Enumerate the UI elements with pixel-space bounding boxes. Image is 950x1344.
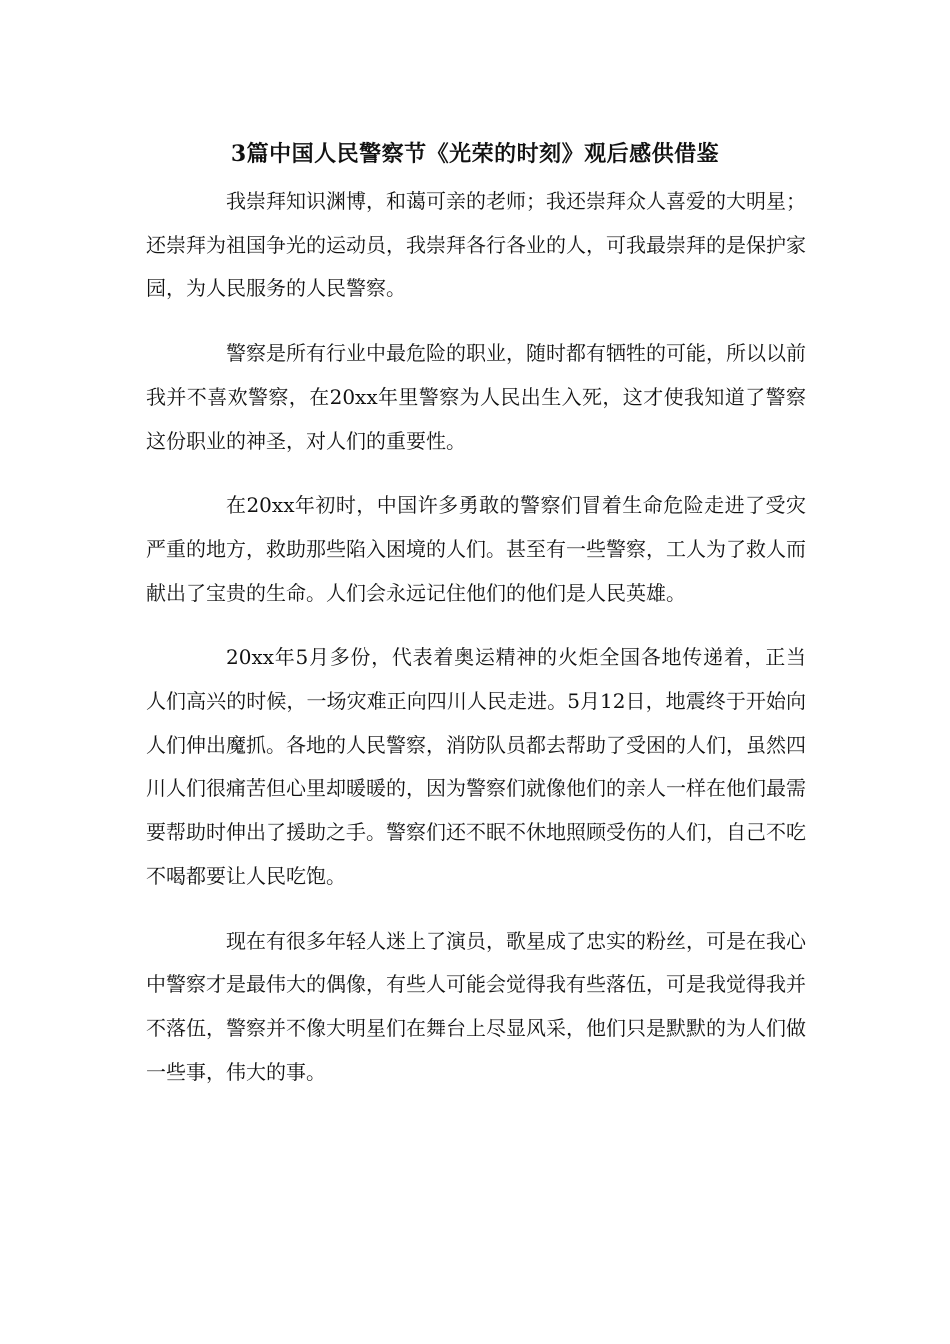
document-body bbox=[146, 180, 806, 1115]
paragraph-5: 现在有很多年轻人迷上了演员，歌星成了忠实的粉丝，可是在我心中警察才是最伟大的偶像，有些人可能会觉得我有些落伍，可是我觉得我并不落伍，警察并不像大明星们在舞台上尽显风采，他们只是默默的为人们做一些事，伟大的事。 bbox=[146, 928, 806, 1084]
paragraph-1: 我崇拜知识渊博，和蔼可亲的老师；我还崇拜众人喜爱的大明星；还崇拜为祖国争光的运动员，我崇拜各行各业的人，可我最崇拜的是保护家园，为人民服务的人民警察。 bbox=[146, 189, 806, 301]
document-title: 3篇中国人民警察节《光荣的时刻》观后感供借鉴 bbox=[230, 141, 720, 167]
paragraph-2: 警察是所有行业中最危险的职业，随时都有牺牲的可能，所以以前我并不喜欢警察，在20xx年里警察为人民出生入死，这才使我知道了警察这份职业的神圣，对人们的重要性。 bbox=[146, 341, 806, 453]
paragraph-3: 在20xx年初时，中国许多勇敢的警察们冒着生命危险走进了受灾严重的地方，救助那些陷入困境的人们。甚至有一些警察，工人为了救人而献出了宝贵的生命。人们会永远记住他们的他们是人民英雄。 bbox=[146, 493, 806, 605]
paragraph-4: 20xx年5月多份，代表着奥运精神的火炬全国各地传递着，正当人们高兴的时候，一场灾难正向四川人民走进。5月12日，地震终于开始向人们伸出魔抓。各地的人民警察，消防队员都去帮助了受困的人们，虽然四川人们很痛苦但心里却暖暖的，因为警察们就像他们的亲人一样在他们最需要帮助时伸出了援助之手。警察们还不眠不休地照顾受伤的人们，自己不吃不喝都要让人民吃饱。 bbox=[146, 645, 806, 888]
